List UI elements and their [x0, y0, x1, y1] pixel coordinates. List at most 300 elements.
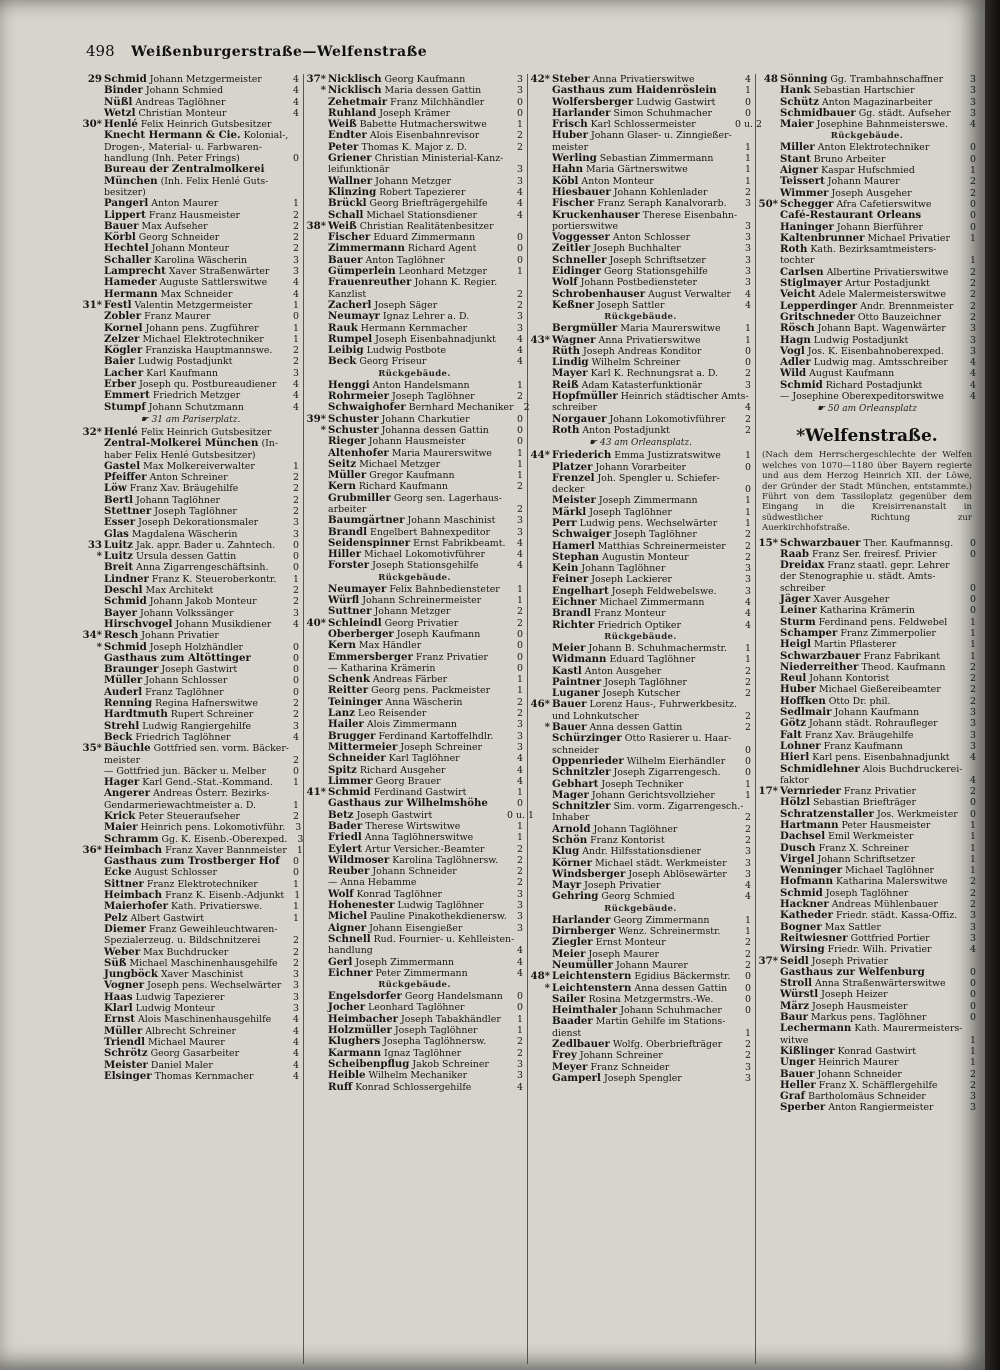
resident-entry: [82, 924, 299, 935]
resident-name: Schwaighofer: [328, 401, 406, 414]
entry-description: [328, 1070, 507, 1081]
floor-number: 2: [970, 876, 976, 888]
resident-entry: [306, 311, 523, 322]
resident-entry: [82, 390, 299, 401]
resident-entry: [82, 755, 299, 766]
resident-occupation: Josephine Bahnmeisterswe.: [816, 119, 948, 131]
resident-name: Vogner: [104, 979, 145, 992]
resident-entry: [82, 821, 302, 834]
resident-entry: [530, 1016, 751, 1027]
floor-number: 0: [517, 96, 523, 108]
resident-occupation: Johann Volkssänger: [139, 607, 234, 619]
resident-name: Müller: [328, 469, 367, 482]
resident-name: Kruckenhauser: [552, 208, 640, 221]
floor-number: 1: [745, 175, 751, 187]
floor-number: 0: [970, 1000, 976, 1012]
resident-occupation: Felix Bahnbediensteter: [389, 583, 500, 595]
floor-number: 2: [970, 786, 976, 798]
floor-number: 3: [517, 85, 523, 97]
resident-name: Eichner: [328, 966, 373, 979]
resident-name: Schmid: [328, 786, 371, 799]
resident-name: Fischer: [552, 197, 595, 210]
resident-name: Kern: [328, 480, 356, 493]
floor-number: 0: [745, 993, 751, 1005]
resident-occupation: leifunktionär: [328, 164, 390, 176]
floor-number: 3: [517, 526, 523, 538]
entry-description: [328, 652, 507, 663]
resident-entry: [758, 85, 976, 96]
resident-occupation: (In-: [261, 438, 279, 450]
house-number: 35*: [82, 742, 102, 755]
resident-occupation: Franz Xaver Bannmeister: [165, 844, 287, 856]
resident-name: Eidinger: [552, 265, 602, 278]
resident-occupation: Karl pens. Eisenbahnadjunkt: [812, 752, 950, 764]
floor-number: 2: [517, 1036, 523, 1048]
entry-description: [104, 924, 283, 935]
resident-entry: [82, 517, 299, 528]
resident-occupation: Joseph Gastwirt: [161, 664, 238, 676]
resident-occupation: Friedr. städt. Kassa-Offiz.: [836, 910, 958, 922]
floor-number: 2: [523, 402, 530, 414]
resident-occupation: Therese Wirtswitwe: [365, 821, 461, 832]
resident-occupation: Martin Pflasterer: [813, 639, 897, 651]
resident-occupation: Leonhard Taglöhner: [368, 1002, 465, 1014]
section-subheading: Rückgebäude.: [604, 631, 677, 642]
resident-occupation: Richard Agent: [407, 243, 477, 255]
resident-occupation: Otto Rasierer u. Haar-: [624, 733, 732, 745]
floor-number: 2: [745, 835, 751, 846]
floor-number: 1: [745, 495, 751, 507]
floor-number: 4: [293, 390, 299, 402]
resident-occupation: Jak. appr. Bader u. Zahntech.: [135, 539, 276, 551]
resident-name: Schwarzbauer: [780, 649, 861, 662]
resident-occupation: Joseph Stationsgehilfe: [372, 560, 479, 572]
entry-description: [552, 937, 735, 948]
resident-name: Gümperlein: [328, 265, 396, 278]
resident-occupation: Maria Maurerswitwe: [620, 323, 721, 335]
resident-name: Zobler: [104, 310, 142, 323]
page-header: [86, 42, 427, 64]
floor-number: 3: [970, 96, 976, 108]
resident-name: Schwarzbauer: [780, 536, 861, 549]
floor-number: 3: [293, 969, 299, 981]
resident-occupation: Johann Eisengießer: [369, 922, 463, 934]
floor-number: 1: [517, 1013, 523, 1025]
resident-name: Renning: [104, 697, 153, 710]
resident-entry: [82, 277, 299, 288]
resident-occupation: Ferdinand Kartoffelhdlr.: [378, 730, 494, 742]
resident-occupation: Franz Fabrikant: [863, 650, 941, 662]
entry-description: [104, 709, 283, 720]
floor-number: 3: [297, 833, 304, 845]
resident-name: Kißlinger: [780, 1044, 835, 1057]
resident-occupation: Peter Hausmeister: [841, 819, 931, 831]
floor-number: 2: [745, 424, 751, 436]
section-subheading: Rückgebäude.: [378, 368, 451, 379]
floor-number: 1: [970, 639, 976, 651]
floor-number: 3: [293, 367, 299, 379]
resident-name: Gasthaus zum Haidenröslein: [552, 84, 717, 97]
resident-entry: [82, 438, 299, 449]
resident-entry: [82, 311, 299, 322]
resident-occupation: Anna Straßenwärterswitwe: [814, 978, 946, 990]
resident-occupation: Afra Cafetierswitwe: [836, 198, 932, 210]
resident-occupation: Johann Taglöhner: [593, 823, 678, 835]
floor-number: 2: [970, 278, 976, 290]
resident-occupation: Joseph Maurer: [588, 948, 660, 960]
resident-entry: [530, 277, 751, 288]
floor-number: 4: [517, 333, 523, 345]
floor-number: 2: [293, 472, 299, 484]
floor-number: 2: [293, 356, 299, 368]
floor-number: 1: [517, 832, 523, 844]
resident-name: Breit: [104, 561, 134, 574]
resident-occupation: Franz Seraph Kanalvorarb.: [597, 198, 727, 210]
floor-number: 2: [970, 661, 976, 673]
resident-name: Hamerl: [552, 539, 595, 552]
resident-name: Wallner: [328, 174, 373, 187]
floor-number: 0: [970, 221, 976, 233]
resident-occupation: Georg Kaufmann: [384, 74, 466, 85]
resident-name: Hoffken: [780, 694, 826, 707]
resident-name: Schön: [552, 834, 588, 846]
floor-number: 3: [745, 198, 751, 210]
resident-name: Klughers: [328, 1035, 381, 1048]
house-number: *: [544, 721, 550, 734]
resident-occupation: Anton Magazinarbeiter: [821, 96, 933, 108]
floor-number: 2: [517, 617, 523, 629]
floor-number: 1: [296, 844, 303, 856]
entry-description: [780, 323, 960, 334]
floor-number: 4: [293, 1025, 299, 1037]
resident-entry: [530, 402, 751, 413]
resident-entry: [530, 300, 751, 311]
resident-occupation: Franz Maurer: [144, 311, 211, 323]
resident-occupation: Joseph Privatier: [584, 880, 661, 892]
house-number: 37*: [758, 954, 778, 967]
resident-name: Würstl: [780, 988, 819, 1001]
resident-occupation: Gg. K. Eisenb.-Oberexped.: [161, 833, 288, 845]
house-number: 15*: [758, 536, 778, 549]
resident-occupation: Georg Friseur: [359, 356, 427, 368]
resident-occupation: Leo Reisender: [357, 708, 427, 720]
entry-description: [104, 743, 289, 754]
resident-occupation: Wilhelm Eierhändler: [626, 755, 726, 767]
resident-occupation: Karl Schlossermeister: [590, 119, 696, 131]
resident-name: Schmid: [780, 378, 823, 391]
house-number: 46*: [530, 698, 550, 711]
resident-occupation: Kath. Maurermeisters-: [854, 1023, 963, 1035]
resident-name: Raab: [780, 547, 810, 560]
floor-number: 4: [293, 1048, 299, 1060]
entry-description: [780, 1102, 960, 1113]
resident-name: Arnold: [552, 822, 591, 835]
resident-occupation: Joseph Taglöhner: [825, 887, 909, 899]
resident-name: Schneller: [552, 253, 607, 266]
resident-occupation: Franz Kaufmann: [823, 740, 903, 752]
entry-description: [328, 560, 507, 571]
resident-occupation: (Inh. Felix Henlé Guts-: [160, 175, 269, 187]
resident-name: Lindig: [552, 356, 589, 369]
resident-name: Brandl: [328, 525, 367, 538]
floor-number: 0: [517, 662, 523, 674]
resident-occupation: Joseph Kutscher: [602, 688, 681, 700]
floor-number: 3: [745, 1072, 751, 1084]
entry-description: [328, 866, 507, 877]
resident-occupation: Michael Maurer: [147, 1036, 225, 1048]
resident-name: Neumayr: [328, 310, 380, 323]
resident-name: Wetzl: [104, 106, 136, 119]
entry-description: [780, 639, 960, 650]
resident-entry: [306, 1036, 523, 1047]
resident-name: Weiß: [328, 118, 357, 131]
resident-occupation: Sim. vorm. Zigarrengesch.-: [613, 801, 744, 813]
resident-occupation: Karl Taglöhner: [388, 753, 460, 765]
resident-occupation: Rosina Metzgermstrs.-We.: [588, 993, 714, 1005]
resident-occupation: haber Felix Henlé Gutsbesitzer): [104, 449, 256, 461]
resident-occupation: Joseph Zimmermann: [598, 495, 698, 507]
cross-reference: ☛ 50 am Orleansplatz: [816, 404, 918, 415]
resident-name: Roth: [780, 243, 808, 256]
floor-number: 3: [293, 980, 299, 992]
entry-description: [104, 901, 283, 912]
floor-number: 0: [970, 198, 976, 210]
resident-occupation: Theod. Kaufmann: [861, 661, 946, 673]
resident-occupation: Ignaz Taglöhner: [384, 1047, 462, 1059]
floor-number: 3: [293, 1003, 299, 1015]
floor-number: 3: [745, 585, 751, 597]
book-spine-edge: [985, 0, 1000, 1370]
resident-entry: [758, 797, 976, 808]
resident-occupation: Georg Zimmermann: [613, 914, 710, 926]
entry-description: [104, 438, 283, 449]
resident-name: Altenhofer: [328, 446, 389, 459]
resident-name: Märkl: [552, 505, 587, 518]
resident-entry: [306, 945, 523, 956]
resident-occupation: Johann Maurer: [615, 959, 688, 971]
resident-name: Oppenrieder: [552, 754, 624, 767]
floor-number: 2: [517, 503, 523, 515]
resident-occupation: Anna Privatierswitwe: [598, 334, 701, 346]
resident-name: Löw: [104, 482, 127, 495]
resident-occupation: Friedrich Metzger: [152, 390, 241, 402]
resident-name: Gritschneder: [780, 310, 855, 323]
resident-occupation: Kolonial-,: [243, 130, 289, 142]
resident-entry: [306, 968, 523, 979]
resident-occupation: Xaver Ausgeher: [813, 594, 890, 606]
resident-name: Haninger: [780, 220, 834, 233]
floor-number: 2: [745, 937, 751, 949]
resident-name: Stiglmayer: [780, 277, 843, 290]
entry-description: [328, 1082, 507, 1093]
floor-number: 3: [970, 1091, 976, 1103]
floor-number: 1: [970, 255, 976, 267]
resident-name: Krick: [104, 810, 136, 822]
resident-name: Henlé: [104, 425, 138, 438]
floor-number: 1: [970, 853, 976, 865]
floor-number: 2: [293, 596, 299, 608]
floor-number: 2: [745, 823, 751, 835]
resident-name: Baur: [780, 1011, 808, 1024]
entry-description: [780, 391, 960, 402]
floor-number: 2: [970, 300, 976, 312]
floor-number: 2: [745, 1039, 751, 1051]
floor-number: 1: [970, 627, 976, 639]
floor-number: 0: [970, 1012, 976, 1024]
resident-occupation: Joseph Säger: [374, 299, 438, 311]
resident-occupation: Felix Heinrich Gutsbesitzer: [140, 119, 272, 131]
entry-description: [328, 945, 507, 956]
resident-occupation: Johann Metzgermeister: [149, 74, 262, 85]
entry-description: [780, 910, 960, 921]
floor-number: 1: [293, 901, 299, 913]
section-subheading: Rückgebäude.: [604, 312, 677, 323]
resident-entry: [306, 1070, 523, 1081]
entry-description: [104, 947, 283, 958]
floor-number: 1: [293, 322, 299, 334]
resident-name: Hardtmuth: [104, 708, 168, 721]
resident-entry: [530, 198, 751, 209]
resident-name: Schnitzler: [552, 766, 611, 779]
floor-number: 3: [970, 740, 976, 752]
resident-occupation: Thomas K. Major z. D.: [361, 141, 467, 153]
floor-number: 0: [293, 856, 299, 868]
resident-name: Gerl: [328, 955, 353, 968]
floor-number: 3: [745, 277, 751, 289]
resident-occupation: Bernhard Mechaniker: [408, 402, 514, 414]
resident-name: Rohrmeier: [328, 390, 390, 403]
resident-entry: [82, 1071, 299, 1082]
floor-number: 2: [745, 688, 751, 700]
resident-name: Katheder: [780, 909, 834, 922]
floor-number: 4: [517, 549, 523, 561]
floor-number: 3: [517, 719, 523, 731]
floor-number: 0: [745, 484, 751, 496]
entry-description: [328, 356, 507, 367]
resident-occupation: Johann Kontorist: [809, 673, 890, 685]
resident-occupation: Therese Eisenbahn-: [642, 209, 738, 221]
resident-occupation: Joseph Gastwirt: [356, 809, 433, 821]
floor-number: 3: [517, 1070, 523, 1082]
resident-entry: [758, 1057, 976, 1068]
resident-name: Sittner: [104, 877, 144, 890]
resident-name: Stumpf: [104, 400, 146, 413]
resident-occupation: Johann Privatier: [141, 630, 219, 642]
floor-number: 2: [970, 1079, 976, 1091]
resident-name: Schegger: [780, 197, 834, 210]
resident-occupation: Joseph Taglöhner: [604, 676, 687, 688]
resident-name: Wimmer: [780, 186, 829, 199]
resident-name: Zimmermann: [328, 242, 405, 255]
resident-occupation: Anton Handelsmann: [372, 379, 470, 391]
floor-number: 3: [517, 74, 523, 85]
resident-name: Sailer: [552, 992, 586, 1005]
floor-number: 2: [745, 665, 751, 677]
resident-occupation: Augustin Monteur: [602, 551, 689, 563]
floor-number: 3: [517, 311, 523, 323]
resident-occupation: Johann Taglöhner: [581, 563, 666, 575]
resident-name: Ernst: [104, 1013, 135, 1026]
floor-number: 4: [293, 401, 299, 413]
resident-entry: [306, 640, 523, 651]
resident-name: Elsinger: [104, 1069, 152, 1082]
resident-name: Glas: [104, 527, 129, 540]
resident-occupation: Ludwig mag. Amtsschreiber: [813, 357, 948, 369]
resident-entry: [82, 85, 299, 96]
resident-occupation: Gottfried Portier: [850, 932, 930, 944]
resident-entry: [306, 164, 523, 175]
resident-name: Suttner: [328, 605, 372, 618]
resident-name: Baier: [104, 355, 135, 368]
floor-number: 2: [970, 187, 976, 199]
floor-number: 2: [517, 843, 523, 855]
entry-description: [552, 971, 735, 982]
floor-number: 3: [745, 232, 751, 244]
resident-name: Emmert: [104, 389, 150, 402]
floor-number: 1: [970, 842, 976, 854]
resident-occupation: Johann Schutzmann: [148, 401, 244, 413]
resident-occupation: Max Aufseher: [141, 220, 208, 232]
entry-description: [328, 311, 507, 322]
floor-number: 0: [970, 594, 976, 606]
resident-name: Stant: [780, 152, 811, 165]
resident-entry: [306, 198, 523, 209]
floor-number: 1: [745, 654, 751, 666]
entry-description: [552, 300, 735, 311]
resident-occupation: Johann Maschinist: [407, 515, 496, 527]
floor-number: 4: [517, 198, 523, 210]
resident-name: Hiller: [328, 548, 362, 561]
floor-number: 3: [745, 563, 751, 575]
resident-occupation: Franz Privatier: [415, 651, 488, 663]
entry-description: [780, 210, 960, 221]
entry-description: [104, 1014, 283, 1025]
floor-number: 2: [517, 877, 523, 889]
resident-occupation: Johann Charkutier: [381, 413, 470, 425]
floor-number: 1: [517, 595, 523, 607]
floor-number: 1: [517, 583, 523, 595]
resident-name: Rösch: [780, 322, 815, 335]
resident-occupation: Joseph Ablösewärter: [628, 868, 727, 880]
floor-number: 4: [517, 753, 523, 765]
resident-occupation: Johann Lokomotivführer: [609, 413, 726, 425]
resident-name: Binder: [104, 84, 143, 97]
house-number: 48: [763, 73, 778, 85]
resident-occupation: Franz X. Schreiner: [818, 842, 909, 854]
resident-occupation: Joseph Taglöhner: [394, 1025, 478, 1037]
resident-occupation: Peter Steueraufseher: [138, 811, 240, 822]
resident-name: Mittermeier: [328, 740, 398, 753]
resident-occupation: Karl Kaufmann: [146, 367, 218, 379]
floor-number: 1: [745, 164, 751, 176]
entry-description: [780, 571, 960, 582]
resident-occupation: Joseph Sattler: [597, 299, 665, 311]
resident-entry: [530, 937, 751, 948]
resident-name: Müller: [104, 674, 143, 687]
resident-entry: [530, 801, 751, 812]
floor-number: 4: [970, 379, 976, 391]
entry-description: [328, 85, 507, 96]
floor-number: 1: [293, 878, 299, 890]
floor-number: 0: [745, 971, 751, 983]
floor-number: 1: [293, 573, 299, 585]
floor-number: 0: [293, 153, 299, 165]
floor-number: 0: [745, 461, 751, 473]
floor-number: 0: [517, 232, 523, 244]
resident-occupation: Artur Postadjunkt: [845, 278, 930, 290]
resident-occupation: Konrad Gastwirt: [837, 1045, 917, 1057]
floor-number: 0: [517, 424, 523, 436]
